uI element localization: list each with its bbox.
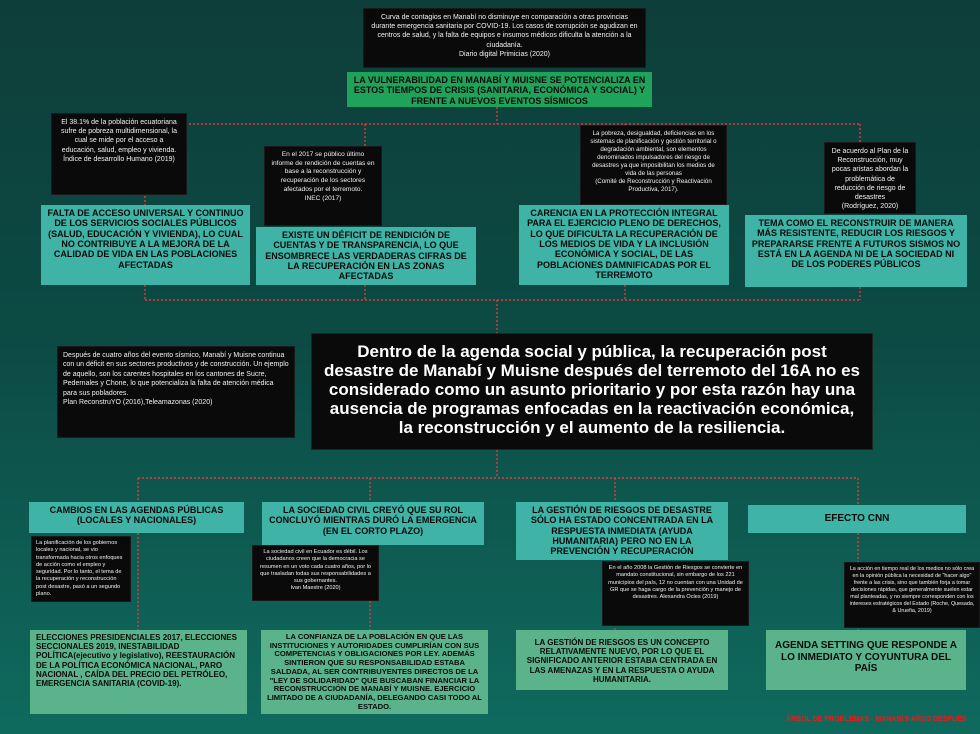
lower-note-3 — [602, 561, 749, 626]
top-evidence-note — [363, 8, 646, 68]
upper-box-3 — [519, 205, 729, 285]
upper-box-1 — [41, 205, 250, 285]
lower-header-3 — [516, 502, 728, 560]
upper-note-3-text: La pobreza, desigualdad, deficiencias en los sistemas de planificación y gestión territorial o degradación ambiental, son elementos denominados impulsadores del riesgo de desastres ya que imposibilitan los medios de vida de las personas (Comité de Reconstrucción y Reactivación Productiva, 2017). — [590, 130, 717, 193]
lower-header-2-text: LA SOCIEDAD CIVIL CREYÓ QUE SU ROL CONCLUYÓ MIENTRAS DURÓ LA EMERGENCIA (EN EL CORTO PLAZO) — [269, 505, 477, 536]
footer-title: ÁRBOL DE PROBLEMAS - MANABÍ 5 AÑOS DESPUÉS — [786, 716, 967, 723]
lower-header-4 — [748, 505, 966, 533]
upper-box-2 — [256, 227, 476, 285]
lower-cause-4-text: AGENDA SETTING QUE RESPONDE A LO INMEDIATO Y COYUNTURA DEL PAÍS — [774, 640, 958, 674]
lower-cause-2 — [261, 630, 488, 714]
upper-note-2 — [264, 146, 382, 226]
upper-box-1-text: FALTA DE ACCESO UNIVERSAL Y CONTINUO DE LOS SERVICIOS SOCIALES PÚBLICOS (SALUD, EDUCACIÓN Y VIVIENDA), LO CUAL NO CONTRIBUYE A LA MEJORA DE LA CALIDAD DE VIDA EN LAS POBLACIONES AFECTADAS — [47, 208, 244, 270]
lower-note-4 — [844, 562, 980, 628]
lower-note-1-text: La planificación de los gobiernos locales y nacional, se vio transformada hacia otros enfoques de acción como el empleo y seguridad. Por lo tanto, el tema de la recuperación y reconstrucción post desastre, pasó a un segundo plano. — [36, 540, 123, 597]
lower-cause-1-text: ELECCIONES PRESIDENCIALES 2017, ELECCIONES SECCIONALES 2019, INESTABILIDAD POLÍTICA(ejecutivo y legislativo), REESTAURACIÓN DE LA POLÍTICA ECONÓMICA NACIONAL, PARO NACIONAL , CAÍDA DEL PRECIO DEL PETRÓLEO, EMERGENCIA SANITARIA (COVID-19). — [36, 633, 237, 688]
middle-evidence-text: Después de cuatro años del evento sísmico, Manabí y Muisne continua con un déficit en sus sectores productivos y de construcción. Un ejemplo de aquello, son los carentes hospitales en los cantones de Sucre, Pedernales y Chone, lo que potencializa la falta de atención médica para sus pobladores. Plan ReconstruYO (2016),Teleamazonas (2020) — [63, 352, 289, 407]
lower-cause-2-text: LA CONFIANZA DE LA POBLACIÓN EN QUE LAS INSTITUCIONES Y AUTORIDADES CUMPLIRÍAN CON SUS COMPETENCIAS Y OBLIGACIONES POR LEY. ADEMÁS SINTIERON QUE SU RESPONSABILIDAD ESTABA SALDADA, AL SER CONTRIBUYENTES DIRECTOS DE LA "LEY DE SOLIDARIDAD" QUE BUSCABAN FINANCIAR LA RECONSTRUCCIÓN DE MANABÍ Y MUISNE. EJERCICIO LIMITADO DE A CIUDADANÍA, DELEGANDO CASI TODO AL ESTADO. — [267, 632, 482, 711]
upper-note-1-text: El 38.1% de la población ecuatoriana sufre de pobreza multidimensional, la cual se mide por el acceso a educación, salud, empleo y vivienda. Índice de desarrollo Humano (2019) — [61, 119, 177, 163]
upper-box-3-text: CARENCIA EN LA PROTECCIÓN INTEGRAL PARA EL EJERCICIO PLENO DE DERECHOS, LO QUE DIFICULTA LA RECUPERACIÓN DE LOS MEDIOS DE VIDA Y LA INCLUSIÓN ECONÓMICA Y SOCIAL, DE LAS POBLACIONES DAMNIFICADAS POR EL TERREMOTO — [527, 208, 721, 281]
central-problem-text: Dentro de la agenda social y pública, la recuperación post desastre de Manabí y Muisne después del terremoto del 16A no es considerado como un asunto prioritario y por esta razón hay una ausencia de programas enfocadas en la reactivación económica, la reconstrucción y el aumento de la resiliencia. — [324, 342, 860, 438]
lower-header-3-text: LA GESTIÓN DE RIESGOS DE DESASTRE SÓLO HA ESTADO CONCENTRADA EN LA RESPUESTA INMEDIATA (AYUDA HUMANITARIA) PERO NO EN LA PREVENCIÓN Y RECUPERACIÓN — [530, 505, 714, 557]
upper-note-2-text: En el 2017 se público último informe de rendición de cuentas en base a la reconstrucción y recuperación de los sectores afectados por el terremoto. INEC (2017) — [271, 151, 375, 202]
upper-note-4 — [824, 142, 916, 214]
lower-note-2-text: La sociedad civil en Ecuador es débil. Los ciudadanos creen que la democracia se resumen en un voto cada cuatro años, por lo que trasladan todas sus responsabilidades a sus gobernantes. Ivan Maestre (2020) — [259, 549, 371, 592]
top-effect-box — [347, 72, 652, 107]
lower-note-4-text: La acción en tiempo real de los medios no sólo crea en la opinión pública la necesidad de "hacer algo" frente a las crisis, sino que también forja a tomar decisiones rápidas, que generalmente suelen estar mal planteadas, y no siempre corresponden con los intereses estratégicos del Estado (Roche, Quesada, & Uruefia, 2019) — [849, 566, 975, 615]
lower-header-1-text: CAMBIOS EN LAS AGENDAS PÚBLICAS (LOCALES Y NACIONALES) — [49, 505, 224, 526]
lower-note-3-text: En el año 2008 la Gestión de Riesgos se convierte en mandato constitucional, sin embargo de los 221 municipios del país, 12 no cuentan con una Unidad de GR que se haga cargo de la prevención y manejo de desastres. Alexandra Ocles (2019) — [608, 565, 743, 601]
middle-evidence-note — [57, 346, 295, 438]
upper-box-4-text: TEMA COMO EL RECONSTRUIR DE MANERA MÁS RESISTENTE, REDUCIR LOS RIESGOS Y PREPARARSE FRENTE A FUTUROS SISMOS NO ESTÁ EN LA AGENDA NI DE LA SOCIEDAD NI DE LOS PODERES PÚBLICOS — [751, 218, 961, 270]
lower-cause-4 — [766, 630, 966, 690]
lower-cause-3 — [516, 630, 728, 690]
lower-header-2 — [262, 502, 484, 545]
lower-cause-1 — [30, 630, 247, 714]
lower-header-4-text: EFECTO CNN — [824, 513, 890, 524]
lower-header-1 — [29, 502, 244, 533]
upper-note-4-text: De acuerdo al Plan de la Reconstrucción, muy pocas aristas abordan la problemática de reducción de riesgo de desastres (Rodríguez, 2020) — [831, 148, 909, 211]
lower-note-1 — [31, 536, 131, 602]
top-effect-text: LA VULNERABILIDAD EN MANABÍ Y MUISNE SE POTENCIALIZA EN ESTOS TIEMPOS DE CRISIS (SANITARIA, ECONÓMICA Y SOCIAL) Y FRENTE A NUEVOS EVENTOS SÍSMICOS — [353, 75, 646, 106]
lower-cause-3-text: LA GESTIÓN DE RIESGOS ES UN CONCEPTO RELATIVAMENTE NUEVO, POR LO QUE EL SIGNIFICADO ANTERIOR ESTABA CENTRADA EN LAS AMENAZAS Y EN LA RESPUESTA O AYUDA HUMANITARIA. — [526, 638, 718, 684]
top-evidence-text: Curva de contagios en Manabí no disminuye en comparación a otras provincias durante emergencia sanitaria por COVID-19. Los casos de corrupción se agudizan en centros de salud, y la falta de equipos e insumos médicos dificulta la atención a la ciudadanía. Diario digital Primicias (2020) — [371, 14, 638, 58]
lower-note-2 — [252, 545, 379, 601]
central-problem-box — [311, 333, 873, 450]
upper-note-1 — [51, 113, 187, 195]
upper-box-2-text: EXISTE UN DÉFICIT DE RENDICIÓN DE CUENTAS Y DE TRANSPARENCIA, LO QUE ENSOMBRECE LAS VERDADERAS CIFRAS DE LA RECUPERACIÓN EN LAS ZONAS AFECTADAS — [265, 230, 467, 282]
upper-note-3 — [580, 125, 727, 205]
upper-box-4 — [745, 215, 967, 287]
